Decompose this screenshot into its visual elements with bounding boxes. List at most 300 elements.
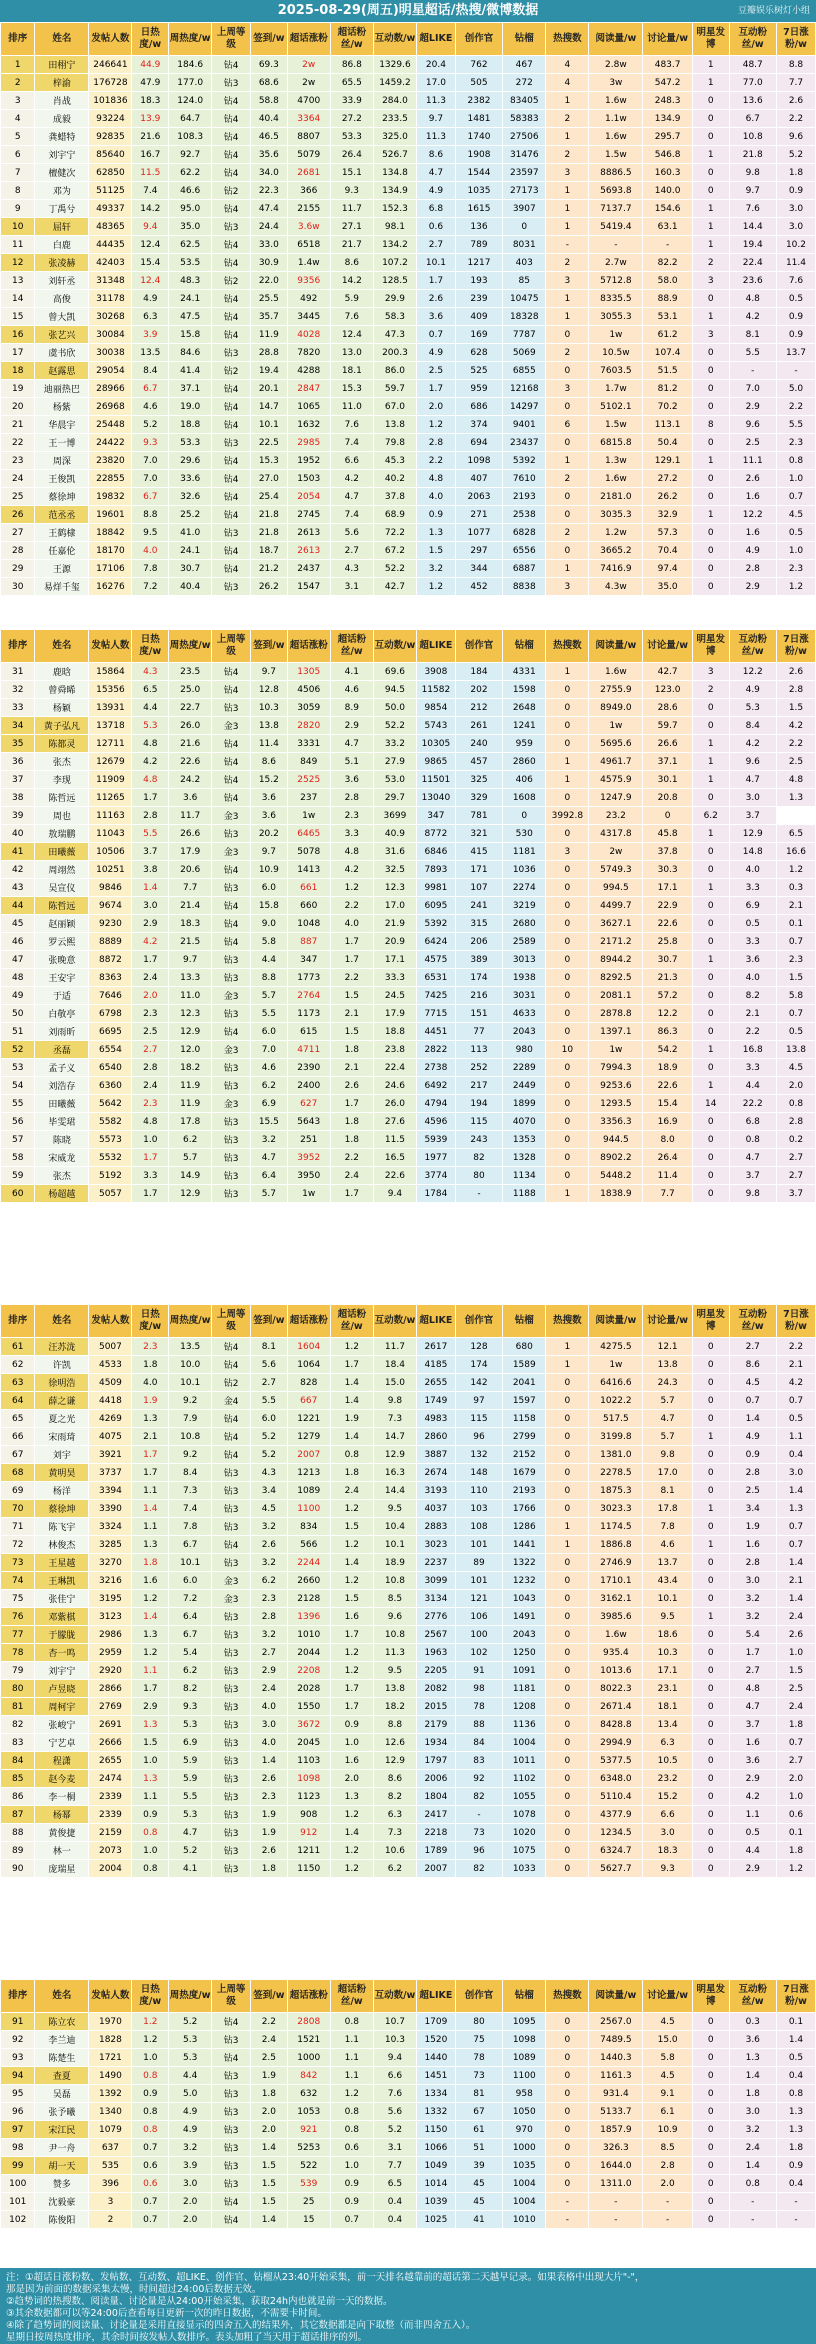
table-cell: 1217 xyxy=(455,254,502,272)
table-cell: 61 xyxy=(455,2121,502,2139)
table-cell: 2.0 xyxy=(776,1770,815,1788)
table-cell: 钻4 xyxy=(212,452,251,470)
table-cell: 2878.8 xyxy=(589,1005,643,1023)
table-cell: 8428.8 xyxy=(589,1716,643,1734)
table-cell: 钻3 xyxy=(212,951,251,969)
table-cell: 0 xyxy=(546,1392,589,1410)
table-cell: 67.0 xyxy=(373,398,416,416)
table-cell: 1.5 xyxy=(251,2175,288,2193)
table-cell: 931.4 xyxy=(589,2085,643,2103)
table-cell: 10.2 xyxy=(776,236,815,254)
table-cell: 钻3 xyxy=(212,969,251,987)
table-cell: 18.2 xyxy=(169,1059,212,1077)
table-cell: 16.7 xyxy=(132,146,169,164)
table-cell: 4575.9 xyxy=(589,771,643,789)
table-cell: 3 xyxy=(692,272,729,290)
table-row xyxy=(1,236,816,254)
table-cell: 金3 xyxy=(212,1572,251,1590)
table-cell: 1.5 xyxy=(776,1662,815,1680)
table-cell: 4275.5 xyxy=(589,1338,643,1356)
column-header: 超话涨粉 xyxy=(287,1980,330,2013)
table-cell: 84 xyxy=(455,1734,502,1752)
table-cell: 2822 xyxy=(417,1041,456,1059)
table-cell: 17.9 xyxy=(169,843,212,861)
table-cell: 0 xyxy=(546,1842,589,1860)
table-cell: 22.6 xyxy=(643,1077,693,1095)
table-cell: 4.3w xyxy=(589,578,643,596)
table-cell: 7.8 xyxy=(132,560,169,578)
table-cell: 0.7 xyxy=(776,1005,815,1023)
table-cell: - xyxy=(546,2193,589,2211)
rank-cell: 27 xyxy=(1,524,35,542)
table-row xyxy=(1,146,816,164)
table-cell: 1.9 xyxy=(251,1824,288,1842)
table-cell: 3992.8 xyxy=(546,807,589,825)
table-cell: 374 xyxy=(455,416,502,434)
table-cell: 18.3 xyxy=(132,92,169,110)
table-row xyxy=(1,1788,816,1806)
table-cell: 5133.7 xyxy=(589,2103,643,2121)
table-cell: 8.0 xyxy=(643,1131,693,1149)
table-cell: 2.6 xyxy=(776,92,815,110)
table-cell: 1 xyxy=(692,825,729,843)
table-cell: 4.8 xyxy=(776,771,815,789)
table-row xyxy=(1,488,816,506)
table-cell: 0 xyxy=(546,717,589,735)
table-cell: 0 xyxy=(692,1374,729,1392)
table-cell: 9.8 xyxy=(373,1392,416,1410)
table-cell: 9.8 xyxy=(729,164,776,182)
table-cell: 0 xyxy=(692,1338,729,1356)
table-cell: 52.2 xyxy=(373,560,416,578)
table-cell: 23597 xyxy=(503,164,546,182)
table-cell: 26.6 xyxy=(643,735,693,753)
table-cell: 1.8 xyxy=(251,2085,288,2103)
table-cell: 1.7 xyxy=(330,1095,373,1113)
table-cell: 5712.8 xyxy=(589,272,643,290)
table-cell: 103 xyxy=(455,1500,502,1518)
table-cell: 10.3 xyxy=(373,2031,416,2049)
table-cell: 钻3 xyxy=(212,1005,251,1023)
table-cell: 0 xyxy=(692,843,729,861)
table-cell: 钻3 xyxy=(212,1698,251,1716)
table-cell: 1100 xyxy=(503,2067,546,2085)
table-cell: 钻3 xyxy=(212,879,251,897)
name-cell: 屈轩 xyxy=(35,218,89,236)
table-row xyxy=(1,1716,816,1734)
table-cell: 5.2 xyxy=(776,146,815,164)
table-cell: 0 xyxy=(692,1023,729,1041)
table-cell: 2.7 xyxy=(729,1662,776,1680)
table-cell: 11.9 xyxy=(251,326,288,344)
table-cell: 32.9 xyxy=(643,506,693,524)
name-cell: 王源 xyxy=(35,560,89,578)
table-cell: 10.0 xyxy=(169,1356,212,1374)
table-cell: 2.0 xyxy=(251,2121,288,2139)
table-cell: 30.7 xyxy=(169,560,212,578)
table-cell: 10.6 xyxy=(373,1842,416,1860)
table-cell: 1.5 xyxy=(417,542,456,560)
name-cell: 陈都灵 xyxy=(35,735,89,753)
table-cell: 0 xyxy=(692,290,729,308)
table-cell: 18.7 xyxy=(251,542,288,560)
table-cell: 1211 xyxy=(287,1842,330,1860)
table-cell: 2745 xyxy=(287,506,330,524)
table-cell: 151 xyxy=(455,1005,502,1023)
table-cell: 钻4 xyxy=(212,1536,251,1554)
table-cell: 1.6 xyxy=(330,1752,373,1770)
table-cell: 1.3 xyxy=(776,2103,815,2121)
table-cell: 1.2w xyxy=(589,524,643,542)
table-cell: 0 xyxy=(692,987,729,1005)
table-cell: 325.0 xyxy=(373,128,416,146)
table-cell: 1.4 xyxy=(251,1752,288,1770)
table-cell: 921 xyxy=(287,2121,330,2139)
table-cell: - xyxy=(589,2211,643,2229)
table-cell: 21.8 xyxy=(729,146,776,164)
table-cell: 5.3 xyxy=(169,1716,212,1734)
table-cell: 钻3 xyxy=(212,1482,251,1500)
table-cell: 35.6 xyxy=(251,146,288,164)
table-cell: 6.9 xyxy=(729,897,776,915)
table-cell: 6.2 xyxy=(373,1860,416,1878)
table-cell: 钻3 xyxy=(212,1860,251,1878)
table-cell: 3.0 xyxy=(729,789,776,807)
column-header: 钻榴 xyxy=(503,23,546,56)
table-cell: 2159 xyxy=(89,1824,132,1842)
table-cell: 0 xyxy=(546,933,589,951)
table-row xyxy=(1,1500,816,1518)
table-cell: 3 xyxy=(546,578,589,596)
table-cell: 3055.3 xyxy=(589,308,643,326)
table-row xyxy=(1,1005,816,1023)
table-cell: 1598 xyxy=(503,681,546,699)
table-cell: 2244 xyxy=(287,1554,330,1572)
table-cell: 4.8 xyxy=(132,771,169,789)
table-cell: 1055 xyxy=(503,1788,546,1806)
table-cell: 8.6 xyxy=(373,1770,416,1788)
table-cell: 1.7 xyxy=(330,1680,373,1698)
table-row xyxy=(1,1626,816,1644)
table-cell: 0 xyxy=(692,542,729,560)
table-cell: 5532 xyxy=(89,1149,132,1167)
table-cell: 32.5 xyxy=(373,861,416,879)
table-cell: 2339 xyxy=(89,1788,132,1806)
table-cell: 1221 xyxy=(287,1410,330,1428)
table-cell: 1.2 xyxy=(417,416,456,434)
rank-cell: 39 xyxy=(1,807,35,825)
table-cell: 8.1 xyxy=(729,326,776,344)
table-cell: 3.0 xyxy=(251,1716,288,1734)
table-cell: 134.8 xyxy=(373,164,416,182)
table-cell: 18170 xyxy=(89,542,132,560)
table-cell: 2.4 xyxy=(330,1482,373,1500)
table-cell: 9.3 xyxy=(330,182,373,200)
table-cell: 1.3 xyxy=(417,524,456,542)
table-cell: 2.4 xyxy=(776,1698,815,1716)
table-cell: 9981 xyxy=(417,879,456,897)
table-cell: 2.3 xyxy=(251,1788,288,1806)
table-row xyxy=(1,416,816,434)
table-cell: 5102.1 xyxy=(589,398,643,416)
table-cell: 钻4 xyxy=(212,1023,251,1041)
table-cell: 2.0 xyxy=(132,987,169,1005)
table-cell: 4.0 xyxy=(729,969,776,987)
table-cell: 33.3 xyxy=(373,969,416,987)
table-cell: 钻4 xyxy=(212,164,251,182)
table-cell: 2.2 xyxy=(330,969,373,987)
table-cell: 0 xyxy=(546,1788,589,1806)
table-cell: 2054 xyxy=(287,488,330,506)
table-cell: 2680 xyxy=(503,915,546,933)
table-cell: 钻3 xyxy=(212,2085,251,2103)
table-cell: 0 xyxy=(692,380,729,398)
table-cell: 13040 xyxy=(417,789,456,807)
table-cell: 2006 xyxy=(417,1770,456,1788)
table-cell: 29.9 xyxy=(373,290,416,308)
table-cell: 51.5 xyxy=(643,362,693,380)
table-cell: 912 xyxy=(287,1824,330,1842)
table-cell: 钻3 xyxy=(212,1716,251,1734)
table-cell: 15.0 xyxy=(643,2031,693,2049)
table-cell: 107 xyxy=(455,879,502,897)
table-cell: 2.5 xyxy=(729,1482,776,1500)
table-cell: 5582 xyxy=(89,1113,132,1131)
table-cell: 3 xyxy=(546,843,589,861)
table-cell: 0 xyxy=(546,1446,589,1464)
table-cell: 81.2 xyxy=(643,380,693,398)
table-row xyxy=(1,1842,816,1860)
table-cell: 1.2 xyxy=(330,1500,373,1518)
name-cell: 庞瑞星 xyxy=(35,1860,89,1878)
table-cell: 82 xyxy=(455,1860,502,1878)
table-cell: 金3 xyxy=(212,717,251,735)
table-cell: 4.1 xyxy=(169,1860,212,1878)
table-cell: 钻4 xyxy=(212,506,251,524)
name-cell: 胡一天 xyxy=(35,2157,89,2175)
table-cell: 1013.6 xyxy=(589,1662,643,1680)
table-cell: 0 xyxy=(546,2103,589,2121)
table-cell: 4070 xyxy=(503,1113,546,1131)
table-cell: 0 xyxy=(546,897,589,915)
table-cell: 钻3 xyxy=(212,1662,251,1680)
table-cell: 2746.9 xyxy=(589,1554,643,1572)
table-cell: 11582 xyxy=(417,681,456,699)
name-cell: 夏之光 xyxy=(35,1410,89,1428)
table-cell: 钻3 xyxy=(212,1518,251,1536)
table-cell: 1 xyxy=(692,308,729,326)
table-cell: 535 xyxy=(89,2157,132,2175)
table-cell: 1004 xyxy=(503,2193,546,2211)
table-row xyxy=(1,1608,816,1626)
table-cell: 0.8 xyxy=(776,2085,815,2103)
table-cell: 1.0 xyxy=(132,1131,169,1149)
table-cell: 5377.5 xyxy=(589,1752,643,1770)
table-cell: 2567 xyxy=(417,1626,456,1644)
table-cell: 2400 xyxy=(287,1077,330,1095)
table-cell: 钻3 xyxy=(212,1059,251,1077)
table-row xyxy=(1,951,816,969)
table-cell: 0 xyxy=(546,879,589,897)
table-cell: 2.7 xyxy=(251,1644,288,1662)
table-cell: 4028 xyxy=(287,326,330,344)
name-cell: 陈哲远 xyxy=(35,789,89,807)
table-cell: 1089 xyxy=(287,1482,330,1500)
table-cell: 0 xyxy=(692,1392,729,1410)
table-cell: 1.8 xyxy=(776,1716,815,1734)
table-cell: 632 xyxy=(287,2085,330,2103)
table-cell: 26.4 xyxy=(330,146,373,164)
table-cell: 钻2 xyxy=(212,272,251,290)
table-cell: 2.3 xyxy=(776,434,815,452)
table-cell: 2.2 xyxy=(251,2013,288,2031)
table-row xyxy=(1,560,816,578)
rank-cell: 46 xyxy=(1,933,35,951)
table-cell: 7.6 xyxy=(729,200,776,218)
table-cell: 2218 xyxy=(417,1824,456,1842)
table-cell: 17.1 xyxy=(643,879,693,897)
name-cell: 张凌赫 xyxy=(35,254,89,272)
table-cell: 5.1 xyxy=(330,753,373,771)
table-cell: 35.7 xyxy=(251,308,288,326)
table-cell: 1828 xyxy=(89,2031,132,2049)
table-cell: 2.4 xyxy=(776,1608,815,1626)
table-cell: 21.5 xyxy=(169,933,212,951)
rank-cell: 4 xyxy=(1,110,35,128)
table-cell: 6846 xyxy=(417,843,456,861)
table-cell: 2007 xyxy=(287,1446,330,1464)
table-cell: 1.3 xyxy=(330,1788,373,1806)
table-cell: 1.7 xyxy=(330,933,373,951)
table-cell: 0 xyxy=(546,488,589,506)
table-cell: 0.6 xyxy=(132,2175,169,2193)
table-cell: 2847 xyxy=(287,380,330,398)
table-cell: 80 xyxy=(455,1167,502,1185)
name-cell: 刘宇宁 xyxy=(35,146,89,164)
table-cell: 2738 xyxy=(417,1059,456,1077)
rank-cell: 1 xyxy=(1,56,35,74)
rank-cell: 77 xyxy=(1,1626,35,1644)
table-cell: 0.6 xyxy=(132,2157,169,2175)
table-cell: 3.6 xyxy=(729,951,776,969)
table-cell: 1.5w xyxy=(589,146,643,164)
table-cell: 22.4 xyxy=(373,1059,416,1077)
table-cell: 3.0 xyxy=(776,218,815,236)
table-cell: 3023 xyxy=(417,1536,456,1554)
table-cell: 17.1 xyxy=(643,1662,693,1680)
table-row xyxy=(1,807,816,825)
table-cell: 5.4 xyxy=(729,1626,776,1644)
table-row xyxy=(1,771,816,789)
table-cell: 2w xyxy=(287,56,330,74)
table-cell: 1.9 xyxy=(251,2067,288,2085)
column-header: 钻榴 xyxy=(503,1980,546,2013)
table-cell: 12168 xyxy=(503,380,546,398)
table-row xyxy=(1,218,816,236)
table-cell: 钻4 xyxy=(212,542,251,560)
table-cell: 98 xyxy=(455,1680,502,1698)
table-cell: 0 xyxy=(692,1185,729,1203)
table-cell: 0.5 xyxy=(776,1410,815,1428)
rank-cell: 99 xyxy=(1,2157,35,2175)
table-cell: 2820 xyxy=(287,717,330,735)
table-cell: 3.3 xyxy=(132,1167,169,1185)
table-cell: 96 xyxy=(455,1428,502,1446)
table-cell: 326.3 xyxy=(589,2139,643,2157)
table-cell: 115 xyxy=(455,1410,502,1428)
name-cell: 宋威龙 xyxy=(35,1149,89,1167)
rank-cell: 12 xyxy=(1,254,35,272)
table-cell: 0.8 xyxy=(330,2121,373,2139)
name-cell: 李兰迪 xyxy=(35,2031,89,2049)
table-cell: 4.0 xyxy=(417,488,456,506)
table-cell: 13.8 xyxy=(776,1041,815,1059)
rank-cell: 10 xyxy=(1,218,35,236)
table-cell: 7425 xyxy=(417,987,456,1005)
table-cell: 2.9 xyxy=(132,1698,169,1716)
table-cell: 21.4 xyxy=(169,897,212,915)
column-header: 讨论量/w xyxy=(643,1980,693,2013)
table-row xyxy=(1,506,816,524)
column-header: 排序 xyxy=(1,1980,35,2013)
table-cell: 18.3 xyxy=(169,915,212,933)
name-cell: 王安宇 xyxy=(35,969,89,987)
column-header: 热搜数 xyxy=(546,1980,589,2013)
table-cell: 1.1 xyxy=(776,1428,815,1446)
table-cell: 4317.8 xyxy=(589,825,643,843)
name-cell: 张艺兴 xyxy=(35,326,89,344)
table-cell: 16276 xyxy=(89,578,132,596)
column-header: 7日涨粉/w xyxy=(776,1305,815,1338)
table-cell: 69.3 xyxy=(251,56,288,74)
table-cell: 1 xyxy=(546,200,589,218)
table-cell: 3285 xyxy=(89,1536,132,1554)
table-cell: 0 xyxy=(546,1680,589,1698)
table-cell: 169 xyxy=(455,326,502,344)
table-cell: 96 xyxy=(455,1842,502,1860)
table-cell: 908 xyxy=(287,1806,330,1824)
table-cell: 5939 xyxy=(417,1131,456,1149)
table-cell: 8889 xyxy=(89,933,132,951)
column-header: 7日涨粉/w xyxy=(776,1980,815,2013)
table-cell: 2.8 xyxy=(330,789,373,807)
table-cell: 23437 xyxy=(503,434,546,452)
table-cell: 0 xyxy=(692,2049,729,2067)
table-cell: 钻3 xyxy=(212,1734,251,1752)
table-cell: 0.4 xyxy=(373,2211,416,2229)
table-row xyxy=(1,1770,816,1788)
table-cell: 钻3 xyxy=(212,1788,251,1806)
table-cell: 1.8 xyxy=(729,2085,776,2103)
name-cell: 刘浩存 xyxy=(35,1077,89,1095)
table-cell: 30.3 xyxy=(643,861,693,879)
table-cell: 82.2 xyxy=(643,254,693,272)
table-cell: 1.2 xyxy=(330,2085,373,2103)
table-cell: 0.5 xyxy=(776,524,815,542)
table-cell: 2.8 xyxy=(729,1554,776,1572)
table-cell: 184 xyxy=(455,663,502,681)
table-cell: 0.8 xyxy=(330,1446,373,1464)
table-cell: 3.4 xyxy=(251,1482,288,1500)
table-cell: 7603.5 xyxy=(589,362,643,380)
table-cell: 409 xyxy=(455,308,502,326)
table-cell: 31348 xyxy=(89,272,132,290)
table-cell: 15.0 xyxy=(373,1374,416,1392)
table-cell: 0.3 xyxy=(729,2013,776,2031)
table-cell: 2.9 xyxy=(729,578,776,596)
rank-cell: 93 xyxy=(1,2049,35,2067)
table-cell: 0.8 xyxy=(729,1131,776,1149)
